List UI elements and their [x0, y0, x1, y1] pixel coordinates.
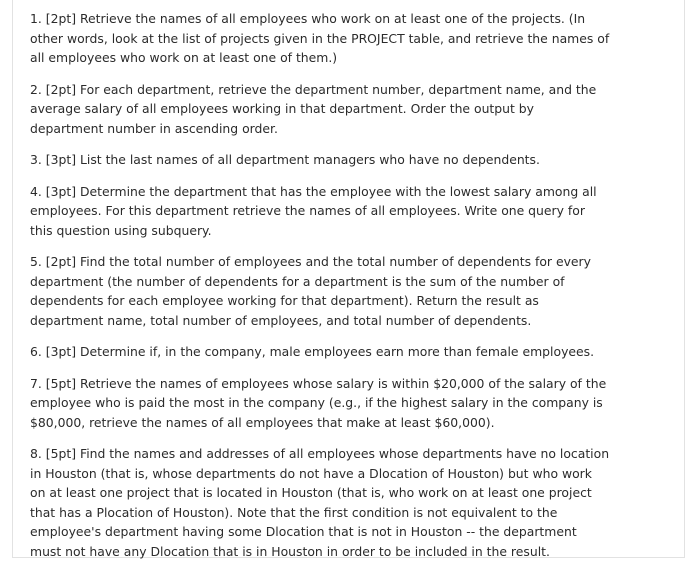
question-3: 3. [3pt] List the last names of all department managers who have no dependents. — [30, 152, 540, 167]
question-4: 4. [3pt] Determine the department that has the employee with the lowest salary among all employees. For this department retrieve the names of all employees. Write one query for this question using subquery. — [30, 183, 597, 238]
question-7: 7. [5pt] Retrieve the names of employees whose salary is within $20,000 of the salary of the employee who is paid the most in the company (e.g., if the highest salary in the company is $80,000, retrieve the names of all employees that make at least $60,000). — [30, 375, 607, 430]
question-5: 5. [2pt] Find the total number of employees and the total number of dependents for every department (the number of dependents for a department is the sum of the number of dependents for each employee working for that department). Return the result as department name, total number of employees, and total number of dependents. — [30, 254, 591, 328]
question-2: 2. [2pt] For each department, retrieve the department number, department name, and the average salary of all employees working in that department. Order the output by department number in ascending order. — [30, 81, 597, 136]
question-6: 6. [3pt] Determine if, in the company, male employees earn more than female employees. — [30, 344, 595, 359]
question-1: 1. [2pt] Retrieve the names of all employees who work on at least one of the projects. (In other words, look at the list of projects given in the PROJECT table, and retrieve the names of all employees who work on at least one of them.) — [30, 11, 610, 65]
question-list — [30, 9, 610, 561]
question-8: 8. [5pt] Find the names and addresses of all employees whose departments have no location in Houston (that is, whose departments do not have a Dlocation of Houston) but who work on at least one project that is located in Houston (that is, who work on at least one project that has a Plocation of Houston). Note that the first condition is not equivalent to the employee's department having some Dlocation that is not in Houston -- the department must not have any Dlocation that is in Houston in order to be included in the result. — [30, 446, 610, 559]
